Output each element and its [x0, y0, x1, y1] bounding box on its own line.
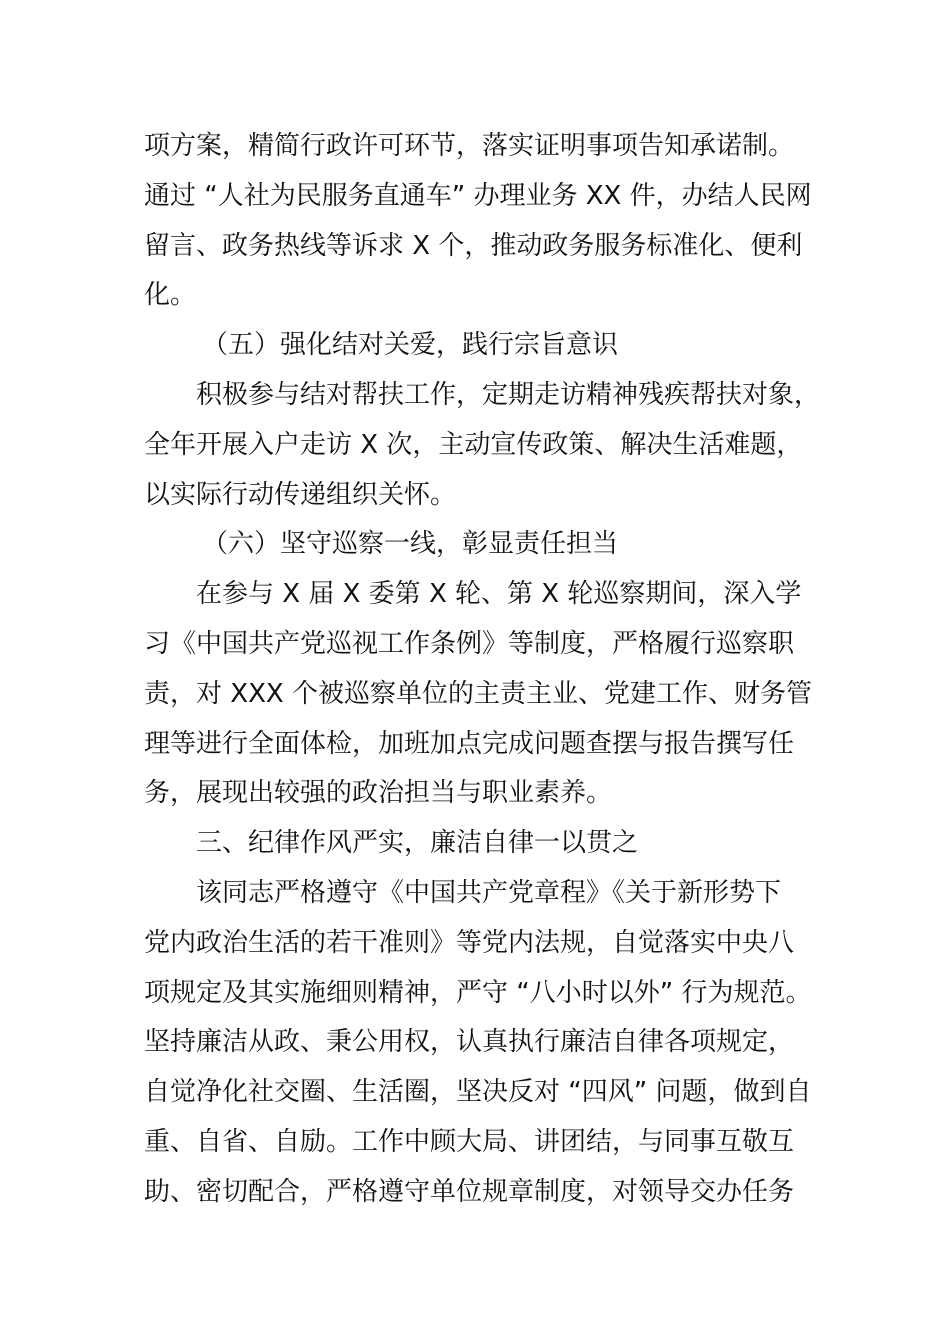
body-line: 全年开展入户走访 X 次，主动宣传政策、解决生活难题，: [144, 429, 803, 460]
body-line: 习《中国共产党巡视工作条例》等制度，严格履行巡察职: [144, 628, 795, 659]
body-line: 责，对 XXX 个被巡察单位的主责主业、党建工作、财务管: [144, 678, 812, 709]
body-line: 项规定及其实施细则精神，严守 “八小时以外” 行为规范。: [144, 977, 812, 1008]
body-line: 在参与 X 届 X 委第 X 轮、第 X 轮巡察期间，深入学: [196, 579, 802, 610]
body-line: 助、密切配合，严格遵守单位规章制度，对领导交办任务: [144, 1176, 795, 1207]
body-line: 自觉净化社交圈、生活圈，坚决反对 “四风” 问题，做到自: [144, 1077, 812, 1108]
body-line: 积极参与结对帮扶工作，定期走访精神残疾帮扶对象，: [196, 379, 821, 410]
body-line: 以实际行动传递组织关怀。: [144, 479, 457, 510]
section-heading-5: （五）强化结对关爱，践行宗旨意识: [202, 330, 619, 361]
body-line: 理等进行全面体检，加班加点完成问题查摆与报告撰写任: [144, 728, 795, 759]
body-line: 党内政治生活的若干准则》等党内法规，自觉落实中央八: [144, 927, 795, 958]
chapter-heading-3: 三、纪律作风严实，廉洁自律一以贯之: [196, 828, 639, 859]
body-line: 务，展现出较强的政治担当与职业素养。: [144, 778, 613, 809]
section-heading-6: （六）坚守巡察一线，彰显责任担当: [202, 529, 619, 560]
body-line: 坚持廉洁从政、秉公用权，认真执行廉洁自律各项规定，: [144, 1027, 795, 1058]
document-body: [144, 122, 821, 1218]
body-line: 重、自省、自励。工作中顾大局、讲团结，与同事互敬互: [144, 1126, 795, 1157]
body-line: 留言、政务热线等诉求 X 个，推动政务服务标准化、便利: [144, 230, 803, 261]
body-line: 该同志严格遵守《中国共产党章程》《关于新形势下: [196, 877, 782, 908]
body-line: 项方案，精简行政许可环节，落实证明事项告知承诺制。: [144, 131, 795, 161]
body-line: 通过 “人社为民服务直通车” 办理业务 XX 件，办结人民网: [144, 180, 812, 211]
body-line: 化。: [144, 280, 197, 311]
